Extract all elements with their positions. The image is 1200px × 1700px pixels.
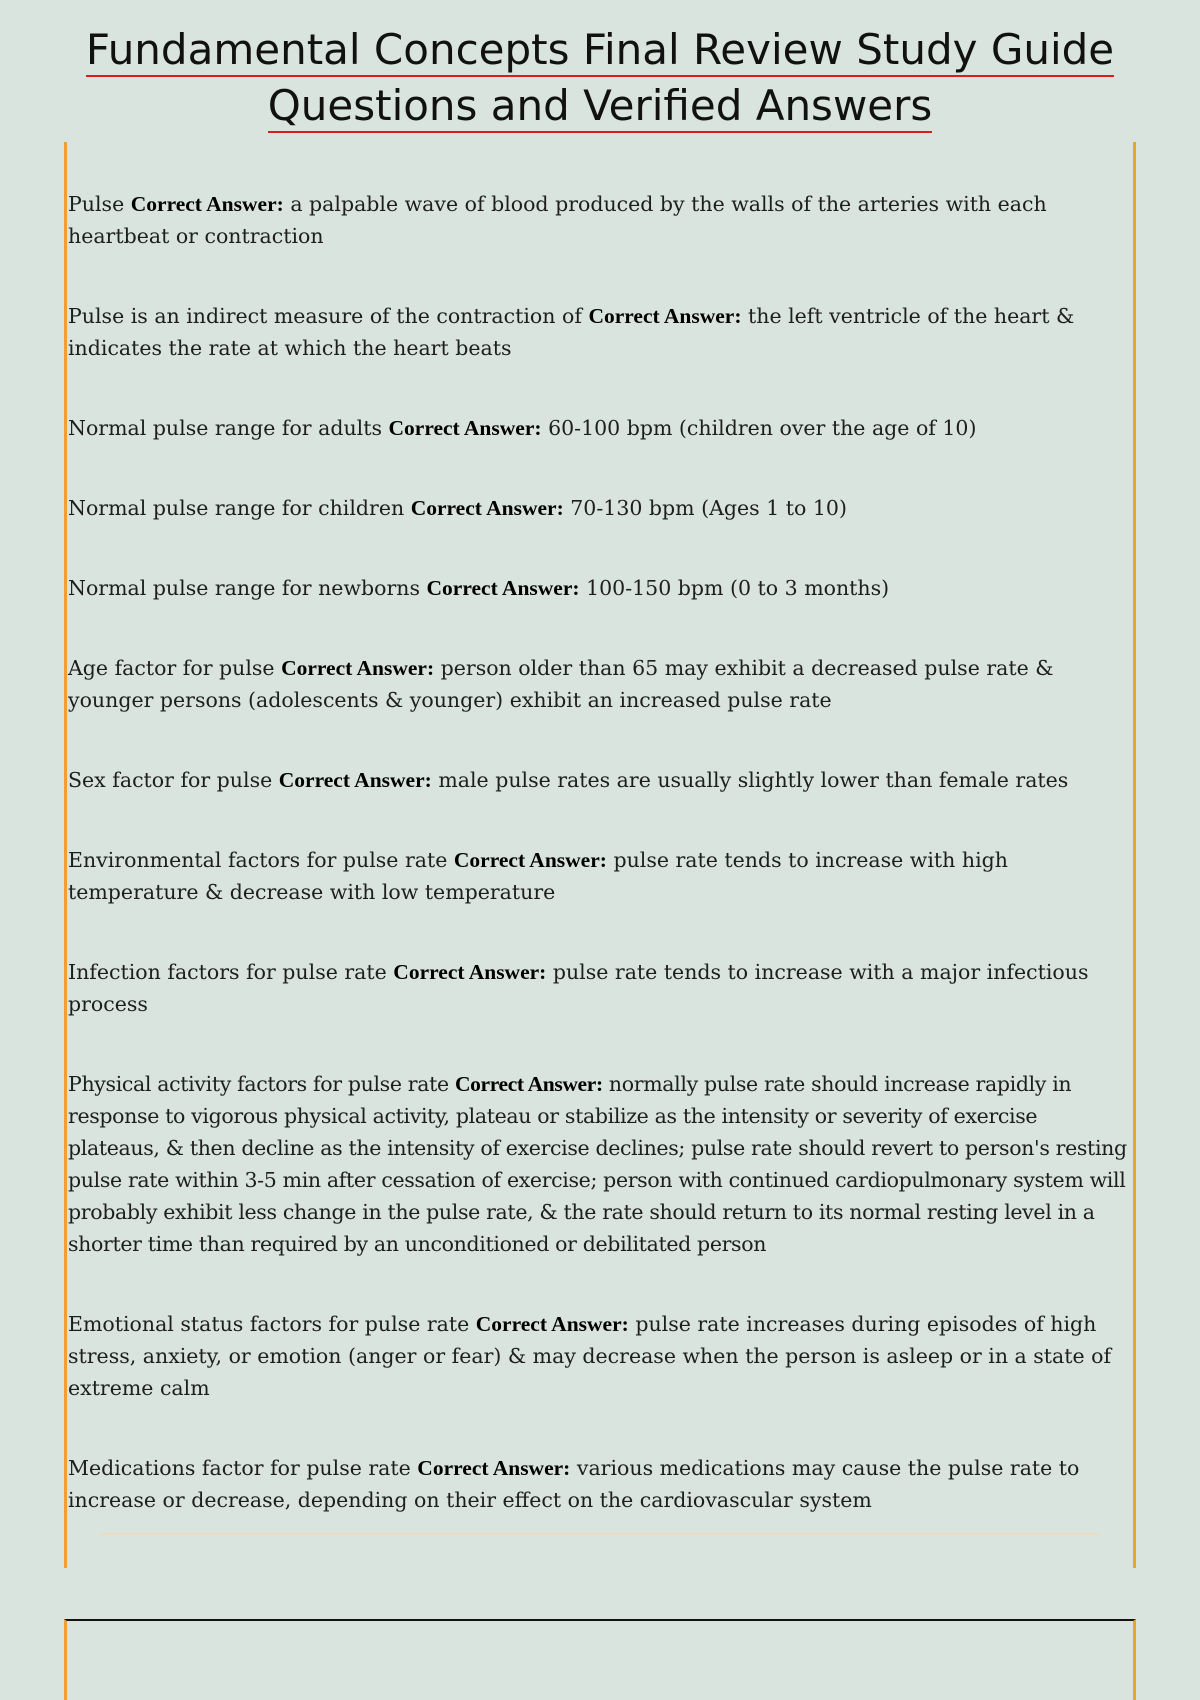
- question-text: Emotional status factors for pulse rate: [68, 1312, 470, 1336]
- answer-text: male pulse rates are usually slightly lower than female rates: [438, 768, 1069, 792]
- answer-text: pulse rate tends to increase with high temperature & decrease with low temperature: [68, 848, 1008, 904]
- question-text: Physical activity factors for pulse rate: [68, 1072, 449, 1096]
- qa-item-environmental-factors: [68, 844, 1132, 908]
- question-text: Pulse is an indirect measure of the contraction of: [68, 304, 582, 328]
- question-text: Environmental factors for pulse rate: [68, 848, 448, 872]
- question-text: Normal pulse range for children: [68, 496, 405, 520]
- answer-text: normally pulse rate should increase rapidly in response to vigorous physical activity, plateau or stabilize as the intensity or severity of exercise plateaus, & then decline as the intensity of exercise declines; pulse rate should revert to person's resting pulse rate within 3-5 min after cessation of exercise; person with continued cardiopulmonary system will probably exhibit less change in the pulse rate, & the rate should return to its normal resting level in a shorter time than required by an unconditioned or debilitated person: [68, 1072, 1127, 1256]
- answer-text: 70-130 bpm (Ages 1 to 10): [570, 496, 847, 520]
- question-text: Normal pulse range for adults: [68, 416, 382, 440]
- answer-label: Correct Answer:: [426, 576, 580, 600]
- qa-item-indirect-measure: [68, 300, 1132, 364]
- qa-item-adult-range: [68, 412, 1132, 444]
- qa-list: [68, 188, 1132, 1564]
- answer-text: the left ventricle of the heart & indicates the rate at which the heart beats: [68, 304, 1075, 360]
- answer-label: Correct Answer:: [393, 960, 547, 984]
- qa-item-pulse: [68, 188, 1132, 252]
- question-text: Medications factor for pulse rate: [68, 1456, 411, 1480]
- next-content-box: [64, 1619, 1136, 1700]
- answer-text: 100-150 bpm (0 to 3 months): [586, 576, 890, 600]
- answer-label: Correct Answer:: [454, 1072, 603, 1096]
- qa-item-medications: [68, 1452, 1132, 1516]
- answer-text: person older than 65 may exhibit a decreased pulse rate & younger persons (adolescents & younger) exhibit an increased pulse rate: [68, 656, 1054, 712]
- qa-item-physical-activity: [68, 1068, 1132, 1260]
- answer-label: Correct Answer:: [130, 192, 284, 216]
- answer-label: Correct Answer:: [588, 304, 742, 328]
- title-line-2: Questions and Verified Answers: [268, 81, 933, 133]
- answer-label: Correct Answer:: [417, 1456, 571, 1480]
- answer-text: pulse rate increases during episodes of high stress, anxiety, or emotion (anger or fear) & may decrease when the person is asleep or in a state of extreme calm: [68, 1312, 1112, 1400]
- answer-label: Correct Answer:: [475, 1312, 629, 1336]
- answer-label: Correct Answer:: [278, 768, 432, 792]
- question-text: Infection factors for pulse rate: [68, 960, 387, 984]
- qa-item-children-range: [68, 492, 1132, 524]
- qa-item-newborn-range: [68, 572, 1132, 604]
- title-line-1: Fundamental Concepts Final Review Study Guide: [86, 25, 1114, 77]
- answer-label: Correct Answer:: [453, 848, 607, 872]
- question-text: Normal pulse range for newborns: [68, 576, 420, 600]
- section-divider: [100, 1533, 1100, 1535]
- answer-label: Correct Answer:: [410, 496, 564, 520]
- qa-item-age-factor: [68, 652, 1132, 716]
- question-text: Sex factor for pulse: [68, 768, 273, 792]
- page-title: [0, 22, 1200, 134]
- qa-item-emotional-status: [68, 1308, 1132, 1404]
- answer-label: Correct Answer:: [388, 416, 542, 440]
- question-text: Age factor for pulse: [68, 656, 275, 680]
- answer-text: 60-100 bpm (children over the age of 10): [548, 416, 977, 440]
- answer-text: pulse rate tends to increase with a major infectious process: [68, 960, 1089, 1016]
- answer-text: a palpable wave of blood produced by the walls of the arteries with each heartbeat or contraction: [68, 192, 1047, 248]
- answer-label: Correct Answer:: [281, 656, 435, 680]
- question-text: Pulse: [68, 192, 125, 216]
- qa-item-infection-factors: [68, 956, 1132, 1020]
- qa-item-sex-factor: [68, 764, 1132, 796]
- answer-text: various medications may cause the pulse rate to increase or decrease, depending on their effect on the cardiovascular system: [68, 1456, 1080, 1512]
